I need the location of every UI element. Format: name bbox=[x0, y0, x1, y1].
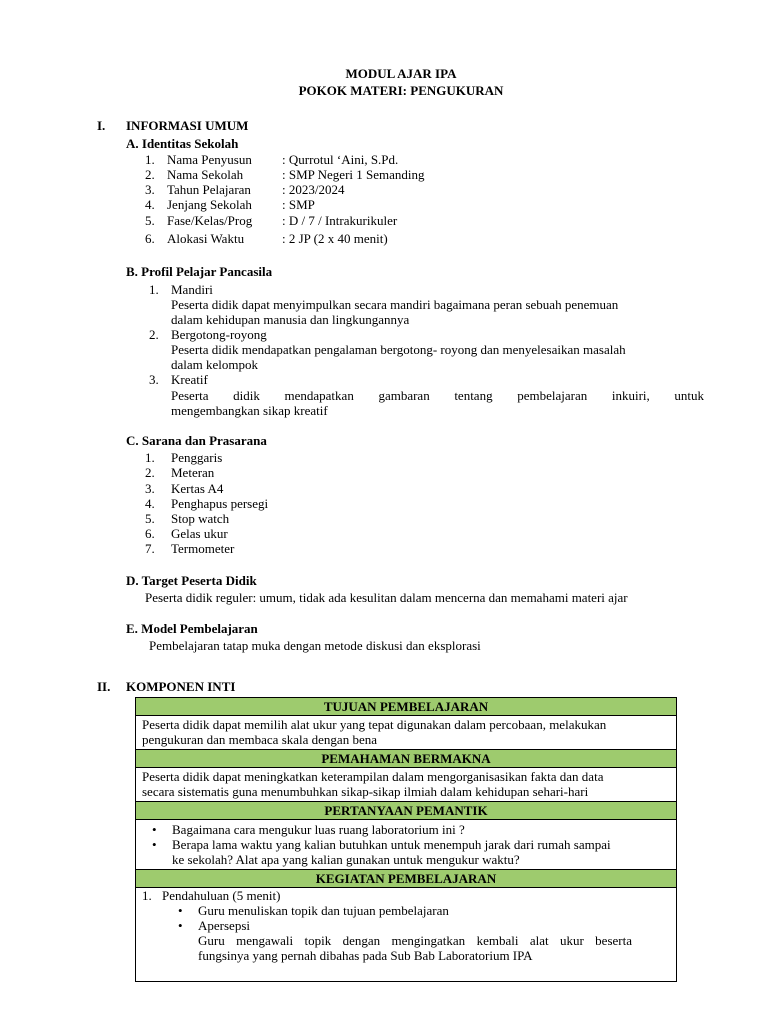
section-2-numeral: II. bbox=[97, 679, 111, 694]
sarana-item: Penghapus persegi bbox=[171, 496, 269, 511]
sarana-item: Stop watch bbox=[171, 511, 230, 526]
pertanyaan-text: Berapa lama waktu yang kalian butuhkan untuk menempuh jarak dari rumah sampai bbox=[172, 837, 611, 852]
identitas-row-value: : SMP bbox=[282, 197, 315, 212]
identitas-row-value: : Qurrotul ‘Aini, S.Pd. bbox=[282, 152, 399, 167]
sarana-item-no: 7. bbox=[145, 541, 155, 556]
pertanyaan-body bbox=[136, 820, 676, 870]
kegiatan-bullet bbox=[142, 918, 670, 933]
identitas-row-value: : 2023/2024 bbox=[282, 182, 345, 197]
komponen-inti-table bbox=[135, 697, 677, 982]
apersepsi-line: Guru mengawali topik dengan mengingatkan kembali alat ukur beserta bbox=[198, 933, 632, 948]
pertanyaan-item bbox=[142, 837, 670, 852]
sarana-item-no: 3. bbox=[145, 481, 155, 496]
profil-item-no: 3. bbox=[149, 372, 159, 387]
pemahaman-body bbox=[136, 768, 676, 802]
kegiatan-body bbox=[136, 888, 676, 981]
target-heading: D. Target Peserta Didik bbox=[126, 573, 257, 588]
tujuan-header: TUJUAN PEMBELAJARAN bbox=[136, 698, 676, 716]
identitas-row-label: Fase/Kelas/Prog bbox=[167, 213, 253, 228]
identitas-row-no: 2. bbox=[145, 167, 155, 182]
profil-item-desc: Peserta didik dapat menyimpulkan secara mandiri bagaimana peran sebuah penemuan bbox=[171, 297, 619, 312]
model-text: Pembelajaran tatap muka dengan metode diskusi dan eksplorasi bbox=[149, 638, 481, 653]
pertanyaan-text: Bagaimana cara mengukur luas ruang laboratorium ini ? bbox=[172, 822, 465, 837]
identitas-heading: A. Identitas Sekolah bbox=[126, 136, 239, 151]
target-text: Peserta didik reguler: umum, tidak ada kesulitan dalam mencerna dan memahami materi ajar bbox=[145, 590, 628, 605]
kegiatan-bullet-text: Guru menuliskan topik dan tujuan pembelajaran bbox=[198, 903, 449, 918]
sarana-item-no: 5. bbox=[145, 511, 155, 526]
tujuan-line: pengukuran dan membaca skala dengan bena bbox=[142, 732, 377, 747]
sarana-item-no: 4. bbox=[145, 496, 155, 511]
identitas-row-no: 1. bbox=[145, 152, 155, 167]
pertanyaan-header: PERTANYAAN PEMANTIK bbox=[136, 802, 676, 820]
pertanyaan-item bbox=[142, 822, 670, 837]
profil-item-no: 2. bbox=[149, 327, 159, 342]
pemahaman-line: secara sistematis guna menumbuhkan sikap-sikap ilmiah dalam kehidupan sehari-hari bbox=[142, 784, 589, 799]
identitas-row-label: Alokasi Waktu bbox=[167, 231, 245, 246]
section-2-heading: KOMPONEN INTI bbox=[126, 679, 236, 694]
profil-item-desc: Peserta didik mendapatkan pengalaman bergotong- royong dan menyelesaikan masalah bbox=[171, 342, 626, 357]
sarana-item: Penggaris bbox=[171, 450, 223, 465]
identitas-row-value: : D / 7 / Intrakurikuler bbox=[282, 213, 398, 228]
identitas-row-label: Nama Sekolah bbox=[167, 167, 244, 182]
section-1-numeral: I. bbox=[97, 118, 106, 133]
document-subtitle: POKOK MATERI: PENGUKURAN bbox=[298, 83, 504, 98]
sarana-item: Gelas ukur bbox=[171, 526, 228, 541]
model-heading: E. Model Pembelajaran bbox=[126, 621, 258, 636]
profil-item-desc: dalam kehidupan manusia dan lingkungannya bbox=[171, 312, 410, 327]
document-title: MODUL AJAR IPA bbox=[345, 66, 457, 81]
kegiatan-header: KEGIATAN PEMBELAJARAN bbox=[136, 870, 676, 888]
identitas-row-no: 4. bbox=[145, 197, 155, 212]
profil-item-desc: mengembangkan sikap kreatif bbox=[171, 403, 328, 418]
sarana-heading: C. Sarana dan Prasarana bbox=[126, 433, 267, 448]
sarana-item: Kertas A4 bbox=[171, 481, 224, 496]
identitas-row-value: : SMP Negeri 1 Semanding bbox=[282, 167, 425, 182]
kegiatan-step-no: 1. bbox=[142, 888, 152, 903]
kegiatan-step-title: Pendahuluan (5 menit) bbox=[162, 888, 281, 903]
kegiatan-step bbox=[142, 888, 670, 903]
sarana-item: Termometer bbox=[171, 541, 235, 556]
tujuan-body bbox=[136, 716, 676, 750]
identitas-row-no: 5. bbox=[145, 213, 155, 228]
kegiatan-bullet-text: Apersepsi bbox=[198, 918, 250, 933]
apersepsi-line: fungsinya yang pernah dibahas pada Sub Bab Laboratorium IPA bbox=[198, 948, 533, 963]
sarana-item-no: 6. bbox=[145, 526, 155, 541]
identitas-row-label: Jenjang Sekolah bbox=[167, 197, 252, 212]
profil-item-title: Bergotong-royong bbox=[171, 327, 267, 342]
section-1-heading: INFORMASI UMUM bbox=[126, 118, 249, 133]
identitas-row-no: 6. bbox=[145, 231, 155, 246]
tujuan-line: Peserta didik dapat memilih alat ukur yang tepat digunakan dalam percobaan, melakukan bbox=[142, 717, 607, 732]
identitas-row-label: Nama Penyusun bbox=[167, 152, 252, 167]
kegiatan-bullet bbox=[142, 903, 670, 918]
identitas-row-value: : 2 JP (2 x 40 menit) bbox=[282, 231, 388, 246]
identitas-row-no: 3. bbox=[145, 182, 155, 197]
sarana-item-no: 2. bbox=[145, 465, 155, 480]
pemahaman-line: Peserta didik dapat meningkatkan keterampilan dalam mengorganisasikan fakta dan data bbox=[142, 769, 604, 784]
pemahaman-header: PEMAHAMAN BERMAKNA bbox=[136, 750, 676, 768]
profil-heading: B. Profil Pelajar Pancasila bbox=[126, 264, 273, 279]
profil-item-desc: Peserta didik mendapatkan gambaran tentang pembelajaran inkuiri, untuk bbox=[171, 388, 704, 403]
profil-item-no: 1. bbox=[149, 282, 159, 297]
profil-item-title: Mandiri bbox=[171, 282, 213, 297]
profil-item-title: Kreatif bbox=[171, 372, 208, 387]
sarana-item-no: 1. bbox=[145, 450, 155, 465]
sarana-item: Meteran bbox=[171, 465, 215, 480]
pertanyaan-continuation: ke sekolah? Alat apa yang kalian gunakan untuk mengukur waktu? bbox=[172, 852, 520, 867]
identitas-row-label: Tahun Pelajaran bbox=[167, 182, 251, 197]
profil-item-desc: dalam kelompok bbox=[171, 357, 259, 372]
